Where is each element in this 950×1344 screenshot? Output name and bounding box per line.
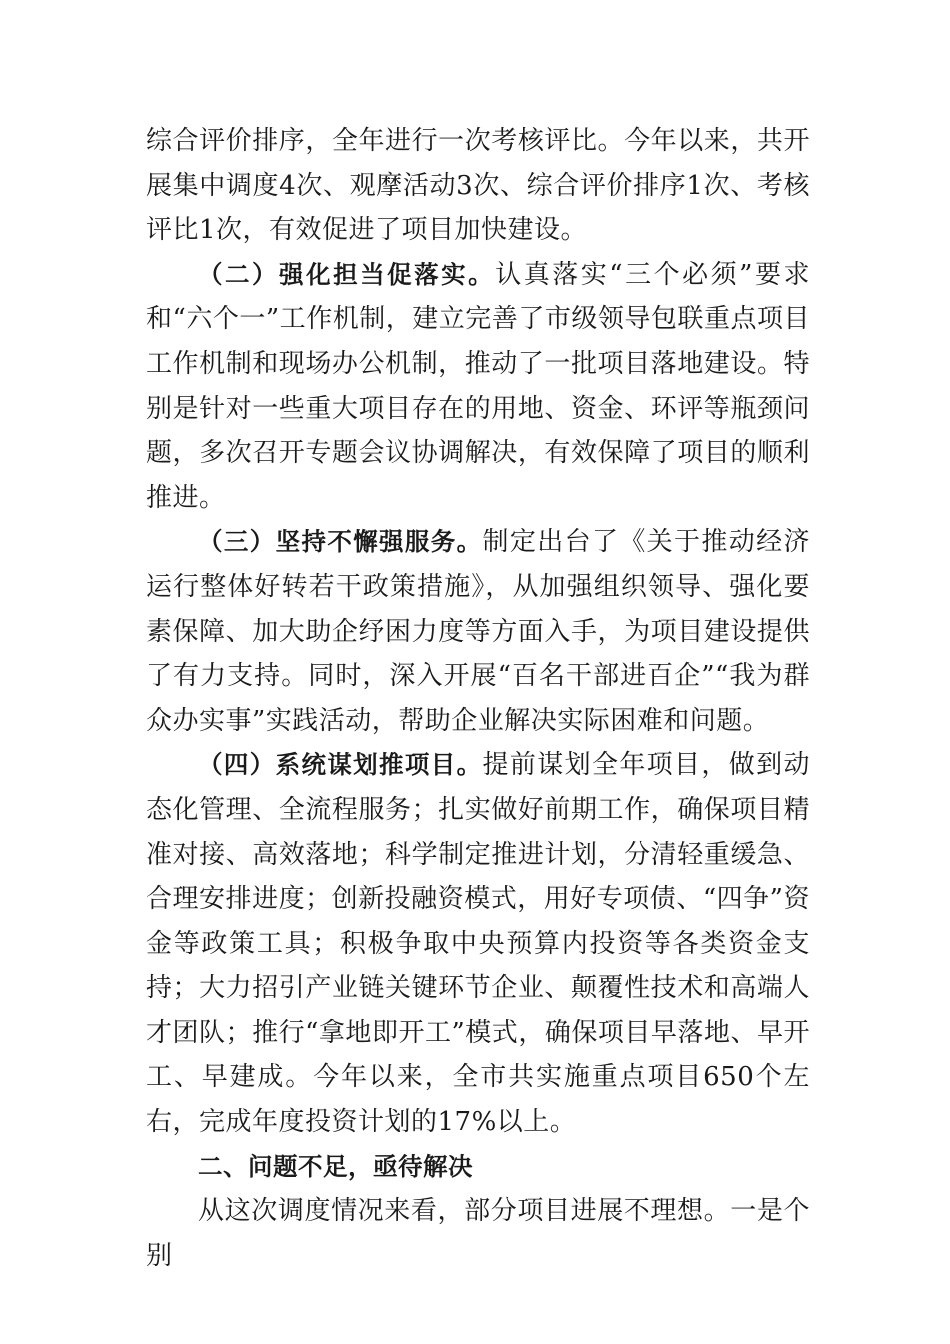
continuation-paragraph: 综合评价排序，全年进行一次考核评比。今年以来，共开展集中调度4次、观摩活动3次、综合评价排序1次、考核评比1次，有效促进了项目加快建设。 xyxy=(146,126,810,246)
item-body-2: 认真落实“三个必须”要求和“六个一”工作机制，建立完善了市级领导包联重点项目工作机制和现场办公机制，推动了一批项目落地建设。特别是针对一些重大项目存在的用地、资金、环评等瓶颈问题，多次召开专题会议协调解决，有效保障了项目的顺利推进。 xyxy=(146,259,810,513)
item-heading-4: （四）系统谋划推项目。 xyxy=(198,750,483,780)
item-body-4: 提前谋划全年项目，做到动态化管理、全流程服务；扎实做好前期工作，确保项目精准对接、高效落地；科学制定推进计划，分清轻重缓急、合理安排进度；创新投融资模式，用好专项债、“四争”资金等政策工具；积极争取中央预算内投资等各类资金支持；大力招引产业链关键环节企业、颠覆性技术和高端人才团队；推行“拿地即开工”模式，确保项目早落地、早开工、早建成。今年以来，全市共实施重点项目650个左右，完成年度投资计划的17%以上。 xyxy=(146,750,810,1138)
final-paragraph: 从这次调度情况来看，部分项目进展不理想。一是个别 xyxy=(146,1196,810,1271)
section-heading: 二、问题不足，亟待解决 xyxy=(198,1151,473,1181)
item-paragraph-3 xyxy=(146,520,810,743)
document-body xyxy=(146,119,810,1278)
item-heading-3: （三）坚持不懈强服务。 xyxy=(198,527,483,557)
item-paragraph-2 xyxy=(146,253,810,521)
item-paragraph-4 xyxy=(146,743,810,1144)
item-heading-2: （二）强化担当促落实。 xyxy=(198,259,496,289)
item-body-3: 制定出台了《关于推动经济运行整体好转若干政策措施》，从加强组织领导、强化要素保障、加大助企纾困力度等方面入手，为项目建设提供了有力支持。同时，深入开展“百名干部进百企”“我为群众办实事”实践活动，帮助企业解决实际困难和问题。 xyxy=(146,527,810,736)
